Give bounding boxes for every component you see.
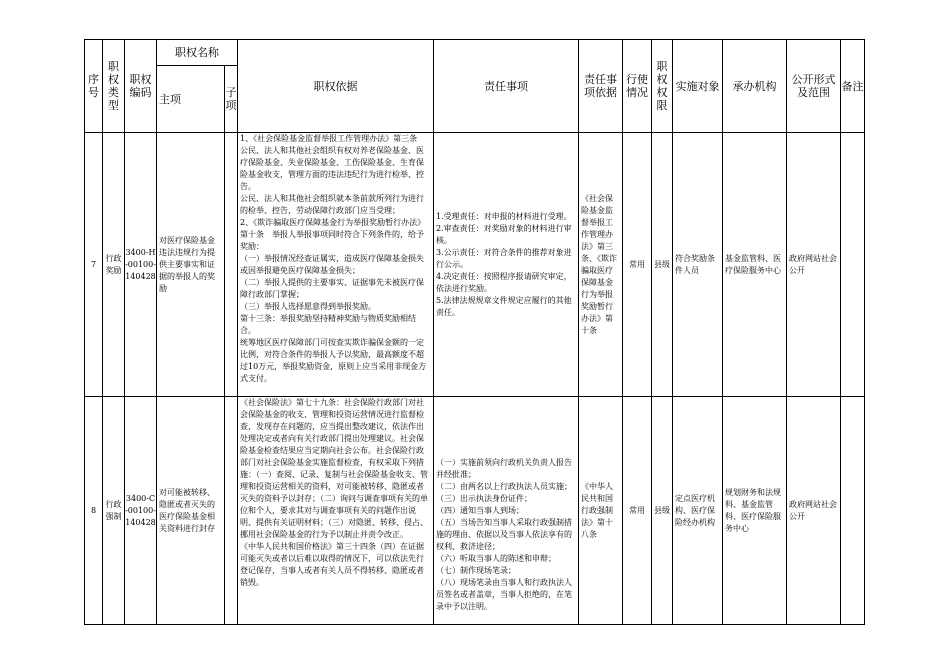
row-remarks <box>841 397 865 625</box>
row-level: 县级 <box>652 133 673 397</box>
basis-para: （二）举报人提供的主要事实、证据事先未被医疗保障行政部门掌握； <box>240 278 424 299</box>
duty-item: 5.法律法规规章文件规定应履行的其他责任。 <box>436 295 572 317</box>
duty-item: （四）通知当事人到场； <box>436 506 524 515</box>
duty-item: （八）现场笔录由当事人和行政执法人员签名或者盖章，当事人拒绝的，在笔录中予以注明。 <box>436 578 572 611</box>
row-type: 行政强制 <box>103 397 125 625</box>
basis-para: 统筹地区医疗保障部门可按查实欺诈骗保金额的一定比例，对符合条件的举报人予以奖励，最高额度不超过10万元，举报奖励资金，原则上应当采用非现金方式支付。 <box>240 338 427 383</box>
header-exercise: 行使情况 <box>623 40 652 133</box>
row-remarks <box>841 133 865 397</box>
row-code: 3400-H-00100-140428 <box>125 133 157 397</box>
header-seq: 序号 <box>85 40 103 133</box>
basis-para: （一）举报情况经查证属实，造成医疗保障基金损失或因举报避免医疗保障基金损失； <box>240 254 424 275</box>
duty-item: （六）听取当事人的陈述和申辩； <box>436 554 556 563</box>
header-agency: 承办机构 <box>723 40 787 133</box>
header-power-name: 职权名称 <box>157 40 238 66</box>
row-sub-item <box>225 397 238 625</box>
table-row <box>85 133 865 397</box>
duty-item: 4.决定责任：按照程序报请研究审定，依法进行奖励。 <box>436 271 572 293</box>
row-sub-item <box>225 133 238 397</box>
row-publicity: 政府网站社会公开 <box>787 133 841 397</box>
duty-item: （一）实施前须向行政机关负责人报告并经批准； <box>436 458 572 479</box>
header-target: 实施对象 <box>673 40 723 133</box>
duty-item: 3.公示责任：对符合条件的推荐对象进行公示。 <box>436 247 572 269</box>
row-duty-basis: 《中华人民共和国行政强制法》第十八条 <box>579 397 623 625</box>
row-main-item: 对医疗保险基金违法违规行为提供主要事实和证据的举报人的奖励 <box>157 133 225 397</box>
duty-item: （五）当场告知当事人采取行政强制措施的理由、依据以及当事人依法享有的权利、救济途径； <box>436 518 572 551</box>
header-level: 职权权限 <box>652 40 673 133</box>
header-power-code: 职权编码 <box>125 40 157 133</box>
table-row <box>85 397 865 625</box>
basis-para: 公民、法人和其他社会组织就本条前款所列行为进行的检举、控告，劳动保障行政部门应当受理； <box>240 194 424 215</box>
row-seq: 7 <box>85 133 103 397</box>
duty-item: （二）由两名以上行政执法人员实施； <box>436 482 572 491</box>
row-seq: 8 <box>85 397 103 625</box>
header-main-item: 主项 <box>157 66 225 133</box>
duty-item: （七）制作现场笔录； <box>436 566 516 575</box>
basis-para: （三）举报人选择愿意得到举报奖励。 <box>240 302 376 311</box>
power-list-table <box>84 39 865 625</box>
duty-item: 1.受理责任：对申报的材料进行受理。 <box>436 211 572 221</box>
basis-para: 《中华人民共和国价格法》第三十四条（四）在证据可能灭失或者以后难以取得的情况下，可以依法先行登记保存，当事人或者有关人员不得转移、隐匿或者销毁。 <box>240 542 424 587</box>
duty-item: （三）出示执法身份证件； <box>436 494 532 503</box>
header-power-type: 职权类型 <box>103 40 125 133</box>
row-code: 3400-C-00100-140428 <box>125 397 157 625</box>
header-remarks: 备注 <box>841 40 865 133</box>
row-exercise: 常用 <box>623 133 652 397</box>
basis-para: 1、《社会保险基金监督举报工作管理办法》第三条 公民、法人和其他社会组织有权对养老保险基金、医疗保险基金、失业保险基金、工伤保险基金、生育保险基金收支，管理方面的违法违纪行为进行检举、控告。 <box>240 134 426 191</box>
row-publicity: 政府网站社会公开 <box>787 397 841 625</box>
basis-para: 第十三条：举报奖励坚持精神奖励与物质奖励相结合。 <box>240 314 416 335</box>
header-sub-item: 子项 <box>225 66 238 133</box>
row-exercise: 常用 <box>623 397 652 625</box>
basis-para: 《社会保险法》第七十九条：社会保险行政部门对社会保险基金的收支、管理和投资运营情况进行监督检查，发现存在问题的，应当提出整改建议，依法作出处理决定或者向有关行政部门提出处理建议。社会保险基金检查结果应当定期向社会公布。社会保险行政部门对社会保险基金实施监督检查，有权采取下列措施：（一）查阅、记录、复制与社会保险基金收支、管理和投资运营相关的资料，对可能被转移、隐匿或者灭失的资料予以封存；（二）询问与调查事项有关的单位和个人，要求其对与调查事项有关的问题作出说明、提供有关证明材料；（三）对隐匿、转移、侵占、挪用社会保险基金的行为予以制止并责令改正。 <box>240 398 428 539</box>
header-duty-basis: 责任事项依据 <box>579 40 623 133</box>
row-target: 符合奖励条件人员 <box>673 133 723 397</box>
row-target: 定点医疗机构、医疗保险经办机构 <box>673 397 723 625</box>
row-duty-basis: 《社会保险基金监督举报工作管理办法》第三条、《欺诈骗取医疗保障基金行为举报奖励暂行办法》第十条 <box>579 133 623 397</box>
header-publicity: 公开形式及范围 <box>787 40 841 133</box>
row-agency: 基金监管科、医疗保险服务中心 <box>723 133 787 397</box>
header-duties: 责任事项 <box>434 40 579 133</box>
row-agency: 规划财务和法规科、基金监管科、医疗保险服务中心 <box>723 397 787 625</box>
duty-item: 2.审查责任：对奖励对象的材料进行审核。 <box>436 223 572 245</box>
header-basis: 职权依据 <box>238 40 434 133</box>
row-main-item: 对可能被转移、隐匿或者灭失的医疗保险基金相关资料进行封存 <box>157 397 225 625</box>
basis-para: 2、《欺诈骗取医疗保障基金行为举报奖励暂行办法》 <box>240 218 426 227</box>
row-level: 县级 <box>652 397 673 625</box>
basis-para: 第十条 举报人举报事项同时符合下列条件的，给予奖励： <box>240 230 424 251</box>
row-type: 行政奖励 <box>103 133 125 397</box>
